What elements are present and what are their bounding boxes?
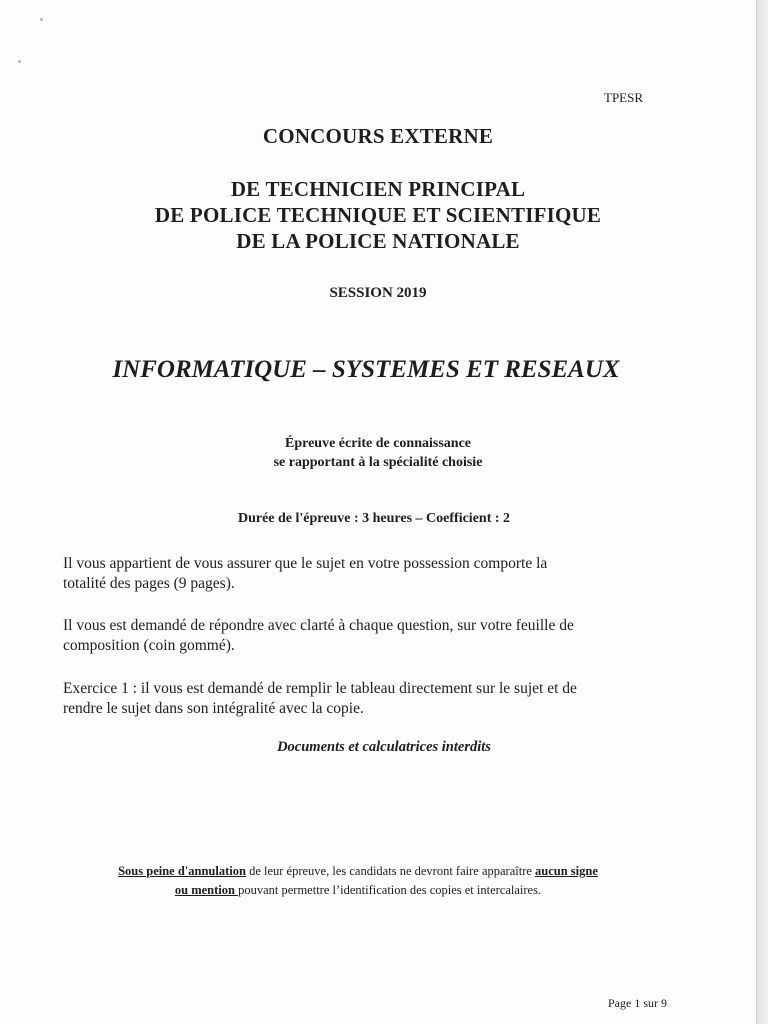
scan-speck (18, 60, 21, 63)
anonymity-notice (63, 862, 653, 900)
subtitle-line-1: DE TECHNICIEN PRINCIPAL (230, 177, 526, 201)
instruction-3-line-1: Exercice 1 : il vous est demandé de remplir le tableau directement sur le sujet et de (63, 680, 577, 697)
specialty-title: INFORMATIQUE – SYSTEMES ET RESEAUX (112, 356, 620, 383)
notice-text-1: de leur épreuve, les candidats ne devront faire apparaître (245, 864, 536, 878)
notice-emphasis-2: aucun signe (535, 864, 598, 878)
exam-description-line-2: se rapportant à la spécialité choisie (273, 455, 483, 470)
instruction-2-line-1: Il vous est demandé de répondre avec clarté à chaque question, sur votre feuille de (63, 617, 574, 634)
document-reference: TPESR (604, 90, 644, 105)
documents-forbidden: Documents et calculatrices interdits (277, 739, 491, 755)
exam-subtitle (0, 176, 756, 254)
instruction-paragraph-2 (63, 616, 663, 656)
exam-description-line-1: Épreuve écrite de connaissance (285, 436, 471, 451)
instruction-1-line-2: totalité des pages (9 pages). (63, 575, 235, 592)
notice-text-2: pouvant permettre l’identification des copies et intercalaires. (238, 883, 542, 897)
page-edge (756, 0, 768, 1024)
page-number: Page 1 sur 9 (608, 996, 667, 1010)
instruction-3-line-2: rendre le sujet dans son intégralité avec la copie. (63, 700, 364, 717)
notice-emphasis-3: ou mention (174, 883, 239, 897)
exam-description (0, 434, 756, 472)
subtitle-line-3: DE LA POLICE NATIONALE (236, 229, 520, 253)
session-label: SESSION 2019 (329, 285, 427, 301)
exam-duration: Durée de l'épreuve : 3 heures – Coefficient : 2 (237, 511, 511, 526)
instruction-2-line-2: composition (coin gommé). (63, 637, 235, 654)
scan-speck (40, 18, 43, 21)
instruction-paragraph-3 (63, 679, 663, 719)
exam-title: CONCOURS EXTERNE (262, 124, 494, 148)
notice-emphasis-1: Sous peine d'annulation (118, 864, 246, 878)
subtitle-line-2: DE POLICE TECHNIQUE ET SCIENTIFIQUE (154, 203, 602, 227)
instruction-paragraph-1 (63, 554, 663, 594)
instruction-1-line-1: Il vous appartient de vous assurer que le sujet en votre possession comporte la (63, 555, 548, 572)
